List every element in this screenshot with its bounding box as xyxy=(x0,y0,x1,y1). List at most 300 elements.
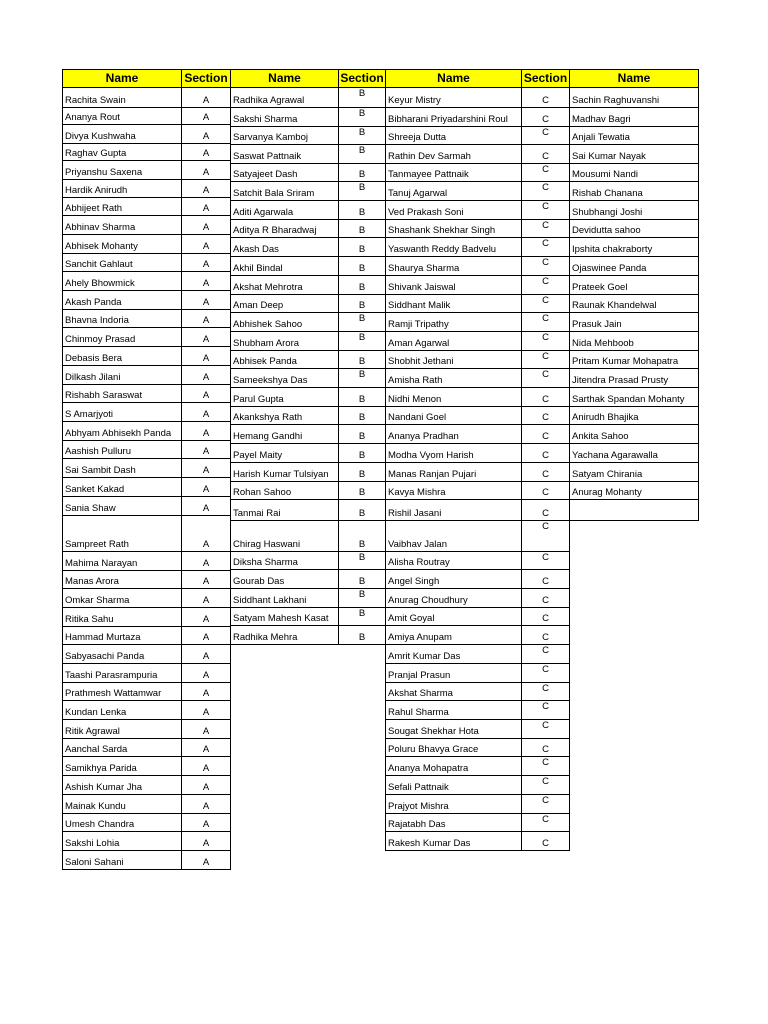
student-name-cell xyxy=(231,257,338,276)
student-name-text: Rishabh Saraswat xyxy=(65,390,143,401)
student-name-cell xyxy=(63,125,181,144)
section-cell xyxy=(339,444,385,463)
student-name-text: Angel Singh xyxy=(388,576,440,587)
section-text: B xyxy=(358,127,366,138)
section-cell xyxy=(522,552,569,570)
section-text: B xyxy=(358,369,366,380)
student-name-cell xyxy=(386,145,521,164)
section-cell xyxy=(182,88,230,108)
section-text: B xyxy=(358,263,366,274)
student-name-cell xyxy=(231,444,338,463)
student-name-text: Chinmoy Prasad xyxy=(65,334,136,345)
section-text: A xyxy=(202,632,210,643)
student-name-text: Parul Gupta xyxy=(233,394,284,405)
student-name-text: S Amarjyoti xyxy=(65,409,114,420)
section-cell xyxy=(522,664,569,683)
section-text: C xyxy=(542,576,549,587)
section-text: C xyxy=(542,720,549,731)
column-sections-2 xyxy=(338,88,386,645)
student-name-text: Rakesh Kumar Das xyxy=(388,838,471,849)
student-name-cell xyxy=(386,701,521,720)
student-name-text: Rajatabh Das xyxy=(388,819,446,830)
section-text: A xyxy=(202,428,210,439)
section-cell xyxy=(522,795,569,814)
student-name-cell xyxy=(570,388,698,407)
student-name-text: Akash Panda xyxy=(65,297,122,308)
section-text: B xyxy=(358,469,366,480)
student-name-text: Nidhi Menon xyxy=(388,394,442,405)
student-name-text: Abhisek Mohanty xyxy=(65,241,138,252)
section-text: A xyxy=(202,241,210,252)
student-name-cell xyxy=(63,497,181,516)
section-text: B xyxy=(358,608,366,619)
column-sections-3 xyxy=(521,88,570,851)
section-cell xyxy=(182,683,230,701)
section-text: A xyxy=(202,484,210,495)
section-text: B xyxy=(358,508,366,519)
student-name-cell xyxy=(63,180,181,198)
student-name-text: Ashish Kumar Jha xyxy=(65,782,143,793)
section-cell xyxy=(182,235,230,254)
section-cell xyxy=(522,407,569,425)
student-name-text: Ananya Mohapatra xyxy=(388,763,469,774)
section-text: A xyxy=(202,614,210,625)
section-cell xyxy=(522,645,569,664)
student-name-text: Akhil Bindal xyxy=(233,263,283,274)
section-cell xyxy=(522,388,569,407)
section-cell xyxy=(522,425,569,444)
section-cell xyxy=(182,125,230,144)
student-name-cell xyxy=(63,272,181,291)
student-name-cell xyxy=(386,332,521,351)
student-name-cell xyxy=(231,500,338,521)
student-name-text: Sai Kumar Nayak xyxy=(572,151,646,162)
section-cell xyxy=(182,814,230,832)
student-name-cell xyxy=(570,444,698,463)
student-name-cell xyxy=(63,235,181,254)
section-text: A xyxy=(202,167,210,178)
student-name-cell xyxy=(63,795,181,814)
section-cell xyxy=(522,720,569,739)
section-cell xyxy=(522,332,569,351)
student-name-text: Bibharani Priyadarshini Roul xyxy=(388,114,508,125)
student-name-cell xyxy=(231,552,338,570)
section-cell xyxy=(182,757,230,776)
section-text: B xyxy=(358,207,366,218)
student-name-text: Keyur Mistry xyxy=(388,95,441,106)
student-name-text: Samikhya Parida xyxy=(65,763,137,774)
student-name-cell xyxy=(570,145,698,164)
student-name-cell xyxy=(63,571,181,589)
student-name-text: Yachana Agarawalla xyxy=(572,450,658,461)
section-text: C xyxy=(542,508,549,519)
student-name-cell xyxy=(231,220,338,238)
student-name-text: Hardik Anirudh xyxy=(65,185,128,196)
student-name-text: Anirudh Bhajika xyxy=(572,412,639,423)
student-name-cell xyxy=(231,388,338,407)
student-name-text: Ananya Rout xyxy=(65,112,120,123)
student-name-cell xyxy=(570,108,698,127)
section-cell xyxy=(522,313,569,332)
student-name-cell xyxy=(63,645,181,664)
student-name-text: Rishab Chanana xyxy=(572,188,643,199)
section-cell xyxy=(339,164,385,182)
student-name-cell xyxy=(570,127,698,145)
student-name-cell xyxy=(386,608,521,626)
section-cell xyxy=(339,182,385,201)
section-text: B xyxy=(358,450,366,461)
section-text: C xyxy=(542,220,549,231)
student-name-cell xyxy=(570,164,698,182)
student-name-text: Sanket Kakad xyxy=(65,484,125,495)
section-text: C xyxy=(542,487,549,498)
section-cell xyxy=(522,351,569,369)
section-cell xyxy=(522,521,569,552)
section-text: C xyxy=(542,114,549,125)
section-cell xyxy=(522,776,569,795)
student-name-text: Tanmai Rai xyxy=(233,508,281,519)
student-name-cell xyxy=(386,351,521,369)
section-text: C xyxy=(542,332,549,343)
student-name-cell xyxy=(231,608,338,626)
section-text: A xyxy=(202,278,210,289)
section-cell xyxy=(339,295,385,313)
student-name-text: Saloni Sahani xyxy=(65,857,124,868)
student-name-cell xyxy=(63,516,181,552)
student-name-text: Ramji Tripathy xyxy=(388,319,449,330)
section-text: B xyxy=(358,539,366,550)
student-name-cell xyxy=(386,257,521,276)
section-cell xyxy=(182,272,230,291)
student-name-text: Taashi Parasrampuria xyxy=(65,670,158,681)
student-name-cell xyxy=(386,369,521,388)
student-name-cell xyxy=(570,238,698,257)
student-name-cell xyxy=(386,589,521,608)
section-text: A xyxy=(202,446,210,457)
section-cell xyxy=(339,407,385,425)
section-text: B xyxy=(358,632,366,643)
student-name-text: Nandani Goel xyxy=(388,412,447,423)
student-name-text: Anjali Tewatia xyxy=(572,132,630,143)
student-name-cell xyxy=(386,757,521,776)
section-cell xyxy=(339,626,385,645)
student-name-text: Ankita Sahoo xyxy=(572,431,629,442)
student-name-text: Jitendra Prasad Prusty xyxy=(572,375,669,386)
student-name-text: Umesh Chandra xyxy=(65,819,135,830)
student-name-text: Akankshya Rath xyxy=(233,412,303,423)
section-cell xyxy=(339,257,385,276)
student-name-text: Divya Kushwaha xyxy=(65,131,136,142)
student-name-cell xyxy=(63,478,181,497)
section-text: A xyxy=(202,372,210,383)
section-text: A xyxy=(202,259,210,270)
student-name-cell xyxy=(231,351,338,369)
student-name-cell xyxy=(570,425,698,444)
student-name-text: Hammad Murtaza xyxy=(65,632,141,643)
student-name-text: Aditi Agarwala xyxy=(233,207,294,218)
section-cell xyxy=(182,198,230,216)
student-name-text: Sarthak Spandan Mohanty xyxy=(572,394,685,405)
student-name-cell xyxy=(570,313,698,332)
student-name-cell xyxy=(63,608,181,627)
header-section-1: Section xyxy=(181,69,231,88)
student-name-text: Alisha Routray xyxy=(388,557,450,568)
student-name-text: Akshat Mehrotra xyxy=(233,282,303,293)
section-cell xyxy=(339,500,385,521)
student-name-text: Satchit Bala Sriram xyxy=(233,188,315,199)
section-cell xyxy=(182,739,230,757)
student-name-text: Satyam Chirania xyxy=(572,469,643,480)
section-text: A xyxy=(202,763,210,774)
section-cell xyxy=(182,497,230,516)
section-text: A xyxy=(202,651,210,662)
section-cell xyxy=(522,201,569,220)
section-text: A xyxy=(202,595,210,606)
student-name-text: Kundan Lenka xyxy=(65,707,127,718)
section-cell xyxy=(522,127,569,145)
section-text: A xyxy=(202,353,210,364)
student-name-text: Shivank Jaiswal xyxy=(388,282,456,293)
section-cell xyxy=(522,295,569,313)
student-name-cell xyxy=(63,832,181,851)
student-name-text: Prajyot Mishra xyxy=(388,801,449,812)
student-name-text: Sachin Raghuvanshi xyxy=(572,95,660,106)
section-cell xyxy=(182,422,230,441)
student-name-text: Gourab Das xyxy=(233,576,285,587)
section-text: C xyxy=(542,182,549,193)
student-name-cell xyxy=(63,198,181,216)
student-name-text: Aanchal Sarda xyxy=(65,744,128,755)
section-cell xyxy=(339,332,385,351)
section-text: C xyxy=(542,701,549,712)
student-name-text: Raghav Gupta xyxy=(65,148,127,159)
section-cell xyxy=(182,645,230,664)
student-name-cell xyxy=(231,425,338,444)
section-cell xyxy=(182,328,230,347)
section-text: A xyxy=(202,148,210,159)
student-name-cell xyxy=(231,570,338,589)
student-name-text: Radhika Mehra xyxy=(233,632,298,643)
section-text: A xyxy=(202,670,210,681)
section-text: A xyxy=(202,112,210,123)
section-text: A xyxy=(202,576,210,587)
student-name-cell xyxy=(231,127,338,145)
student-name-text: Rathin Dev Sarmah xyxy=(388,151,471,162)
section-cell xyxy=(522,257,569,276)
section-cell xyxy=(339,552,385,570)
section-cell xyxy=(339,521,385,552)
section-cell xyxy=(182,552,230,571)
student-name-text: Aditya R Bharadwaj xyxy=(233,225,317,236)
student-name-text: Ananya Pradhan xyxy=(388,431,459,442)
student-name-text: Nida Mehboob xyxy=(572,338,634,349)
section-text: C xyxy=(542,127,549,138)
student-name-text: Rishil Jasani xyxy=(388,508,442,519)
student-name-text: Sai Sambit Dash xyxy=(65,465,136,476)
section-text: C xyxy=(542,238,549,249)
student-name-text: Prathmesh Wattamwar xyxy=(65,688,162,699)
section-text: B xyxy=(358,487,366,498)
section-cell xyxy=(182,403,230,422)
section-text: B xyxy=(358,412,366,423)
student-name-text: Satyajeet Dash xyxy=(233,169,298,180)
student-name-text: Prasuk Jain xyxy=(572,319,622,330)
section-cell xyxy=(182,571,230,589)
section-cell xyxy=(182,144,230,161)
student-name-cell xyxy=(63,739,181,757)
student-name-cell xyxy=(386,88,521,108)
section-cell xyxy=(182,347,230,366)
student-name-text: Rohan Sahoo xyxy=(233,487,292,498)
student-name-cell xyxy=(231,145,338,164)
student-name-cell xyxy=(63,851,181,870)
section-cell xyxy=(182,478,230,497)
section-cell xyxy=(339,127,385,145)
section-cell xyxy=(182,385,230,403)
student-name-text: Siddhant Malik xyxy=(388,300,451,311)
section-cell xyxy=(339,463,385,482)
student-name-cell xyxy=(386,201,521,220)
section-text: B xyxy=(358,356,366,367)
section-cell xyxy=(182,701,230,720)
section-cell xyxy=(339,313,385,332)
section-cell xyxy=(339,145,385,164)
student-name-cell xyxy=(386,388,521,407)
student-name-text: Rahul Sharma xyxy=(388,707,449,718)
section-cell xyxy=(182,627,230,645)
section-text: C xyxy=(542,632,549,643)
student-name-cell xyxy=(63,552,181,571)
section-cell xyxy=(339,88,385,108)
student-name-text: Amit Goyal xyxy=(388,613,435,624)
section-cell xyxy=(522,608,569,626)
section-cell xyxy=(522,570,569,589)
student-name-text: Anurag Choudhury xyxy=(388,595,468,606)
section-text: A xyxy=(202,203,210,214)
section-cell xyxy=(182,161,230,180)
student-name-text: Omkar Sharma xyxy=(65,595,130,606)
student-name-cell xyxy=(386,552,521,570)
section-cell xyxy=(182,832,230,851)
section-text: B xyxy=(358,394,366,405)
student-name-text: Abhijeet Rath xyxy=(65,203,123,214)
section-cell xyxy=(522,444,569,463)
section-cell xyxy=(339,108,385,127)
section-cell xyxy=(522,701,569,720)
student-name-text: Akshat Sharma xyxy=(388,688,453,699)
student-name-cell xyxy=(386,407,521,425)
student-name-cell xyxy=(386,182,521,201)
student-name-text: Mousumi Nandi xyxy=(572,169,638,180)
student-name-cell xyxy=(63,108,181,125)
student-name-cell xyxy=(63,459,181,478)
student-name-text: Mahima Narayan xyxy=(65,558,138,569)
section-text: B xyxy=(358,431,366,442)
section-cell xyxy=(182,608,230,627)
student-name-cell xyxy=(570,257,698,276)
student-name-cell xyxy=(63,664,181,683)
section-cell xyxy=(522,108,569,127)
student-name-cell xyxy=(231,332,338,351)
section-text: B xyxy=(358,169,366,180)
student-name-text: Abhyam Abhisekh Panda xyxy=(65,428,172,439)
student-name-text: Bhavna Indoria xyxy=(65,315,129,326)
student-name-cell xyxy=(386,220,521,238)
student-name-cell xyxy=(63,757,181,776)
section-text: A xyxy=(202,726,210,737)
section-cell xyxy=(182,776,230,795)
student-name-cell xyxy=(231,482,338,500)
section-cell xyxy=(339,589,385,608)
student-name-cell xyxy=(63,310,181,328)
section-cell xyxy=(339,369,385,388)
section-text: A xyxy=(202,707,210,718)
student-name-cell xyxy=(570,351,698,369)
student-name-cell xyxy=(386,238,521,257)
student-name-text: Ritika Sahu xyxy=(65,614,114,625)
student-name-cell xyxy=(231,88,338,108)
student-name-cell xyxy=(231,238,338,257)
student-name-text: Modha Vyom Harish xyxy=(388,450,474,461)
student-name-cell xyxy=(63,366,181,385)
section-cell xyxy=(522,500,569,521)
student-name-text: Ved Prakash Soni xyxy=(388,207,464,218)
student-name-cell xyxy=(63,422,181,441)
section-cell xyxy=(522,164,569,182)
section-cell xyxy=(522,482,569,500)
section-cell xyxy=(522,739,569,757)
student-name-cell xyxy=(63,701,181,720)
section-text: A xyxy=(202,801,210,812)
section-text: C xyxy=(542,164,549,175)
section-cell xyxy=(522,814,569,832)
student-name-cell xyxy=(386,626,521,645)
student-name-cell xyxy=(63,720,181,739)
student-name-cell xyxy=(231,164,338,182)
student-name-text: Sanchit Gahlaut xyxy=(65,259,133,270)
section-cell xyxy=(522,757,569,776)
column-names-4 xyxy=(569,88,699,521)
student-name-cell xyxy=(386,645,521,664)
section-text: C xyxy=(542,276,549,287)
student-name-text: Saswat Pattnaik xyxy=(233,151,302,162)
section-cell xyxy=(522,145,569,164)
section-text: B xyxy=(358,332,366,343)
student-name-cell xyxy=(386,425,521,444)
section-text: C xyxy=(542,814,549,825)
student-name-cell xyxy=(63,291,181,310)
student-name-cell xyxy=(570,407,698,425)
section-text: C xyxy=(542,757,549,768)
section-text: A xyxy=(202,222,210,233)
student-name-text: Payel Maity xyxy=(233,450,283,461)
student-name-text: Madhav Bagri xyxy=(572,114,631,125)
section-cell xyxy=(182,310,230,328)
section-text: C xyxy=(542,201,549,212)
student-name-text: Aman Agarwal xyxy=(388,338,450,349)
student-name-cell xyxy=(570,500,698,521)
student-name-text: Kavya Mishra xyxy=(388,487,446,498)
section-text: C xyxy=(542,95,549,106)
student-name-cell xyxy=(386,683,521,701)
student-name-text: Devidutta sahoo xyxy=(572,225,641,236)
section-text: B xyxy=(358,282,366,293)
student-name-cell xyxy=(570,88,698,108)
section-cell xyxy=(339,351,385,369)
section-text: C xyxy=(542,595,549,606)
student-name-text: Shubham Arora xyxy=(233,338,300,349)
student-name-cell xyxy=(386,444,521,463)
